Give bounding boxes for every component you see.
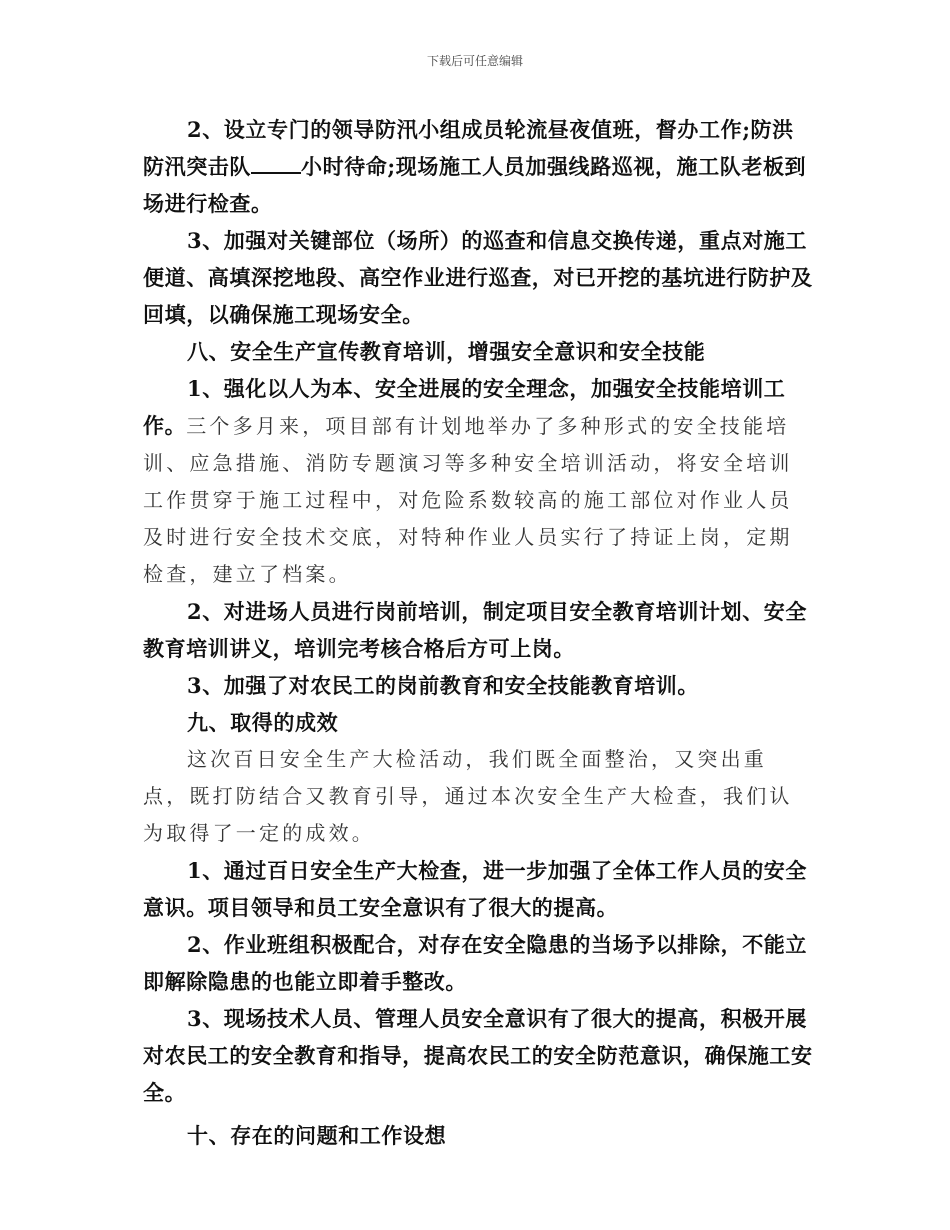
section-heading-8: 八、安全生产宣传教育培训，增强安全意识和安全技能: [187, 339, 706, 364]
paragraph-pre-job-training: 2、对进场人员进行岗前培训，制定项目安全教育培训计划、安全教育培训讲义，培训完考核合格后方可上岗。: [143, 599, 808, 661]
paragraph-result-1: 1、通过百日安全生产大检查，进一步加强了全体工作人员的安全意识。项目领导和员工安全意识有了很大的提高。: [143, 858, 808, 920]
page-header: 下载后可任意编辑: [426, 54, 523, 68]
paragraph-migrant-worker-training: 3、加强了对农民工的岗前教育和安全技能教育培训。: [187, 673, 700, 698]
paragraph-result-3: 3、现场技术人员、管理人员安全意识有了很大的提高，积极开展对农民工的安全教育和指导，提高农民工的安全防范意识，确保施工安全。: [143, 1006, 813, 1105]
fill-in-blank: [251, 154, 301, 174]
paragraph-text: 小时待命;现场施工人员加强线路巡视，施工队老板到场进行检查。: [143, 154, 807, 216]
section-heading-9: 九、取得的成效: [187, 710, 339, 735]
paragraph-text-light: 三个多月来，项目部有计划地举办了多种形式的安全技能培训、应急措施、消防专题演习等多种安全培训活动，将安全培训工作贯穿于施工过程中，对危险系数较高的施工部位对作业人员及时进行安全技术交底，对特种作业人员实行了持证上岗，定期检查，建立了档案。: [143, 414, 793, 586]
paragraph-text: 1、强化以人为本、安全进展的安全理念，加强安全技能培训工作。: [143, 376, 786, 438]
paragraph-training-concept: [143, 370, 813, 593]
paragraph-result-2: 2、作业班组积极配合，对存在安全隐患的当场予以排除，不能立即解除隐患的也能立即着手整改。: [143, 932, 808, 994]
section-heading-10: 十、存在的问题和工作设想: [187, 1123, 447, 1148]
document-body: [143, 111, 813, 1154]
paragraph-text: 2、设立专门的领导防汛小组成员轮流昼夜值班，督办工作;防洪防汛突击队: [143, 117, 794, 179]
paragraph-key-site-inspection: 3、加强对关键部位（场所）的巡查和信息交换传递，重点对施工便道、高填深挖地段、高空作业进行巡查，对已开挖的基坑进行防护及回填，以确保施工现场安全。: [143, 228, 813, 327]
paragraph-duty-roster: [143, 111, 813, 222]
paragraph-results-intro: 这次百日安全生产大检活动，我们既全面整治，又突出重点，既打防结合又教育引导，通过本次安全生产大检查，我们认为取得了一定的成效。: [143, 747, 793, 845]
